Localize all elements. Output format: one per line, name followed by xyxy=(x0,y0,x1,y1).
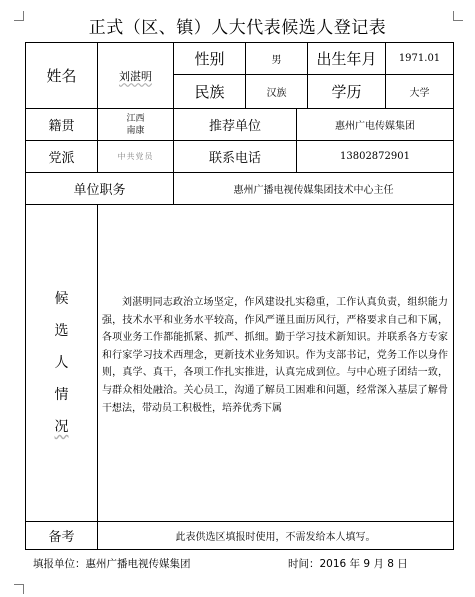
native-place-line1: 江西 xyxy=(126,113,145,124)
footer-date-value: 2016 年 9 月 8 日 xyxy=(319,558,408,570)
footer-filler xyxy=(33,556,191,571)
label-native-place: 籍贯 xyxy=(48,119,75,134)
value-recommending-unit: 惠州广电传媒集团 xyxy=(335,121,415,132)
value-ethnicity: 汉族 xyxy=(266,88,287,99)
footer-date-label: 时间： xyxy=(288,558,320,570)
profile-char-5: 况 xyxy=(54,419,69,435)
profile-char-4: 情 xyxy=(54,387,69,403)
label-candidate-profile xyxy=(26,205,97,521)
value-gender: 男 xyxy=(271,55,282,66)
value-name xyxy=(98,43,173,108)
native-place-line2: 南康 xyxy=(126,125,145,136)
label-gender: 性别 xyxy=(194,50,225,68)
label-position: 单位职务 xyxy=(73,183,126,198)
value-education: 大学 xyxy=(409,88,430,99)
value-party: 中共党员 xyxy=(117,152,154,161)
label-phone: 联系电话 xyxy=(208,151,261,166)
value-phone: 13802872901 xyxy=(340,151,410,162)
label-name: 姓名 xyxy=(46,67,77,85)
form-title: 正式（区、镇）人大代表候选人登记表 xyxy=(88,18,387,38)
value-native-place xyxy=(98,109,173,140)
label-birth: 出生年月 xyxy=(316,50,377,68)
footer-filler-label: 填报单位： xyxy=(33,558,86,570)
value-birth: 1971.01 xyxy=(398,53,441,64)
value-remarks: 此表供选区填报时使用，不需发给本人填写。 xyxy=(175,532,376,543)
label-recommending-unit: 推荐单位 xyxy=(208,119,261,134)
candidate-profile-text: 刘湛明同志政治立场坚定，作风建设扎实稳重，工作认真负责，组织能力强，技术水平和业务水平较高，作风严谨且面历风行，严格要求自己和下属，各项业务工作都能抓紧、抓严、抓细。勤于学习技术新知识。并联系各方专家和行家学习技术西理念，更新技术业务知识。作为支部书记，党务工作以身作则，真学、真干，各项工作扎实推进，认真完成到位。与中心班子团结一致，与群众相处融洽。关心员工，沟通了解员工困难和问题，经常深入基层了解骨干想法，带动员工积极性，培养优秀下属 xyxy=(102,297,448,414)
profile-char-1: 候 xyxy=(54,291,69,307)
profile-char-2: 选 xyxy=(54,323,69,339)
label-remarks: 备考 xyxy=(48,530,75,545)
label-education: 学历 xyxy=(331,83,362,101)
profile-char-3: 人 xyxy=(54,355,69,371)
footer-date xyxy=(288,556,408,571)
label-ethnicity: 民族 xyxy=(194,83,225,101)
footer-filler-value: 惠州广播电视传媒集团 xyxy=(85,558,191,570)
value-position: 惠州广播电视传媒集团技术中心主任 xyxy=(233,185,394,196)
label-party: 党派 xyxy=(48,151,75,166)
name-text: 刘湛明 xyxy=(119,69,152,83)
